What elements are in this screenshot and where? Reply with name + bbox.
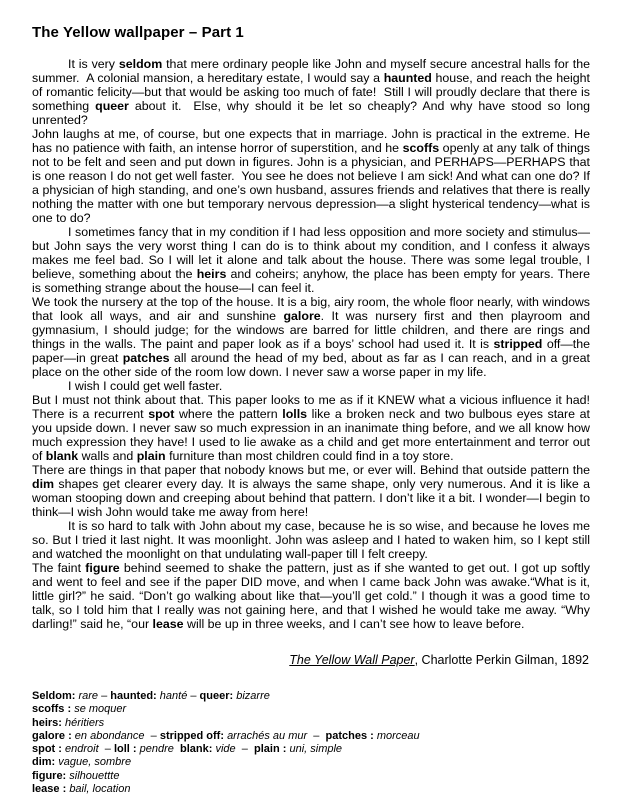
text-segment: off—the paper—in great <box>32 337 594 365</box>
text-segment: – <box>144 729 160 742</box>
text-segment: shapes get clearer every day. It is always the same shape, only very numerous. And it is like a woman stooping down and creeping about behind that pattern. I don’t like it a bit. I wonder—I begin to think—I wish John would take me away from here! <box>32 477 594 519</box>
text-segment: queer: <box>199 690 234 702</box>
text-segment: morceau <box>376 729 420 742</box>
text-segment: haunted: <box>110 690 157 702</box>
text-segment: lease : <box>32 783 67 796</box>
text-segment: stripped off: <box>159 729 224 742</box>
text-segment: about it. Else, why should it be let so cheaply? And why have stood so long unrented? <box>32 99 594 127</box>
text-segment: seldom <box>118 57 163 71</box>
text-segment: loll : <box>113 743 137 756</box>
text-segment: I sometimes fancy that in my condition if I had less opposition and more society and stimulus—but John says the very worst thing I can do is to think about my condition, and I confess it always makes me feel bad. So I will let it alone and talk about the house. There was some legal trouble, I believe, something about the <box>32 225 594 281</box>
text-segment: plain <box>136 449 166 463</box>
text-segment: – <box>307 729 326 742</box>
text-segment: figure <box>85 561 120 575</box>
text-segment: plain : <box>254 743 287 756</box>
story-paragraph <box>32 519 594 561</box>
text-segment: behind seemed to shake the pattern, just as if she wanted to get out. I got up softly and went to feel and see if the paper DID move, and when I came back John was awake.“What is it, little girl?” he said. “Don’t go walking about like that—you’ll get cold.” I though it was a good time to talk, so I told him that I really was not gaining here, and that I wished he would take me away. “Why darling!” said he, “our <box>32 561 594 631</box>
text-segment: patches <box>122 351 170 365</box>
text-segment: rare <box>78 690 99 702</box>
text-segment: We took the nursery at the top of the house. It is a big, airy room, the whole floor nearly, with windows that look all ways, and air and sunshine <box>32 295 594 323</box>
text-segment: – <box>98 743 114 756</box>
text-segment: that mere ordinary people like John and myself secure ancestral halls for the summer. A colonial mansion, a hereditary estate, I would say a <box>32 57 594 85</box>
text-segment: galore <box>283 309 321 323</box>
text-segment: – <box>235 743 255 756</box>
story-paragraph <box>32 561 594 631</box>
text-segment: – <box>187 690 200 702</box>
text-segment: – <box>98 690 111 702</box>
text-segment: bail, location <box>69 783 131 796</box>
text-segment: walls and <box>78 449 137 463</box>
page-title: The Yellow wallpaper – Part 1 <box>32 24 244 41</box>
text-segment: It is so hard to talk with John about my case, because he is so wise, and because he loves me so. But I tried it last night. It was moonlight. John was asleep and I hated to waken him, so I kept still and watched the moonlight on that undulating wall-paper till I felt creepy. <box>32 519 594 561</box>
vocab-line <box>32 717 590 730</box>
text-segment: The faint <box>32 561 86 575</box>
text-segment: blank <box>45 449 79 463</box>
vocab-line <box>32 730 590 743</box>
work-title: The Yellow Wall Paper <box>289 653 415 667</box>
story-paragraph <box>32 463 594 519</box>
text-segment: heirs: <box>32 716 62 729</box>
vocab-line <box>32 690 590 703</box>
text-segment: arrachés au mur <box>227 729 308 742</box>
text-segment: silhouettte <box>69 769 120 782</box>
text-segment: . It was nursery first and then playroom and gymnasium, I should judge; for the windows are barred for little children, and there are rings and things in the walls. The paint and paper look as if a boys’ school had used it. It is <box>32 309 594 351</box>
text-segment: openly at any talk of things not to be felt and seen and put down in figures. John is a physician, and PERHAPS—PERHAPS that is one reason I do not get well faster. You see he does not believe I am sick! And what can one do? If a physician of high standing, and one’s own husband, assures friends and relatives that there is really nothing the matter with one but temporary nervous depression—a slight hysterical tendency—what is one to do? <box>32 141 594 225</box>
text-segment: John laughs at me, of course, but one expects that in marriage. John is practical in the extreme. He has no patience with faith, an intense horror of superstition, and he <box>32 127 594 155</box>
text-segment: house, and reach the height of romantic felicity—but that would be asking too much of fate! Still I will proudly declare that there is something <box>32 71 594 113</box>
text-segment: furniture than most children could find in a toy store. <box>165 449 454 463</box>
text-segment: lolls <box>282 407 308 421</box>
text-segment: spot <box>148 407 175 421</box>
text-segment: hanté <box>159 690 188 702</box>
text-segment: bizarre <box>236 690 270 702</box>
story-paragraph <box>32 225 594 295</box>
text-segment: stripped <box>493 337 543 351</box>
text-segment: scoffs <box>402 141 440 155</box>
text-segment: lease <box>152 617 184 631</box>
text-segment: It is very <box>68 57 119 71</box>
story-paragraph <box>32 127 594 225</box>
text-segment: heirs <box>196 267 227 281</box>
text-segment: and coheirs; anyhow, the place has been empty for years. There is something strange about the house—I can feel it. <box>32 267 594 295</box>
vocab-line <box>32 743 590 756</box>
story-paragraph <box>32 57 594 127</box>
text-segment: vague, sombre <box>58 756 132 769</box>
text-segment: But I must not think about that. This paper looks to me as if it KNEW what a vicious influence it had! There is a recurrent <box>32 393 594 421</box>
text-segment: uni, simple <box>289 743 343 756</box>
text-segment: spot : <box>32 743 62 756</box>
story-paragraph <box>32 379 590 393</box>
story-paragraph <box>32 393 594 463</box>
text-segment: vide <box>215 743 236 756</box>
text-segment: I wish I could get well faster. <box>68 379 223 393</box>
attribution-line <box>32 653 590 667</box>
text-segment: galore : <box>32 729 72 742</box>
text-segment: haunted <box>383 71 432 85</box>
vocab-line <box>32 770 590 783</box>
vocab-line <box>32 703 590 716</box>
text-segment: se moquer <box>74 703 127 716</box>
text-segment: dim <box>32 477 55 491</box>
story-paragraph <box>32 295 594 379</box>
text-segment: Seldom: <box>32 690 76 702</box>
text-segment: scoffs : <box>32 703 72 716</box>
text-segment: like a broken neck and two bulbous eyes stare at you upside down. I never saw so much expression in an inanimate thing before, and we all know how much expression they have! I used to lie awake as a child and get more entertainment and terror out of <box>32 407 594 463</box>
vocabulary-list <box>32 690 590 796</box>
text-segment: blank: <box>180 743 213 756</box>
vocab-line <box>32 756 590 769</box>
text-segment: figure: <box>32 769 67 782</box>
text-segment: endroit <box>65 743 99 756</box>
text-segment: queer <box>95 99 129 113</box>
text-segment: will be up in three weeks, and I can’t see how to leave before. <box>183 617 525 631</box>
attribution-credit: , Charlotte Perkin Gilman, 1892 <box>414 653 589 667</box>
vocab-line <box>32 783 590 796</box>
text-segment: en abondance <box>74 729 145 742</box>
text-segment: where the pattern <box>174 407 283 421</box>
text-segment: héritiers <box>65 716 105 729</box>
text-segment: There are things in that paper that nobody knows but me, or ever will. Behind that outside pattern the <box>32 463 594 477</box>
story-text <box>32 57 594 631</box>
text-segment: patches : <box>325 729 374 742</box>
text-segment: all around the head of my bed, about as far as I can reach, and in a great place on the other side of the room low down. I never saw a worse paper in my life. <box>32 351 594 379</box>
text-segment: pendre <box>139 743 174 756</box>
text-segment: dim: <box>32 756 56 769</box>
